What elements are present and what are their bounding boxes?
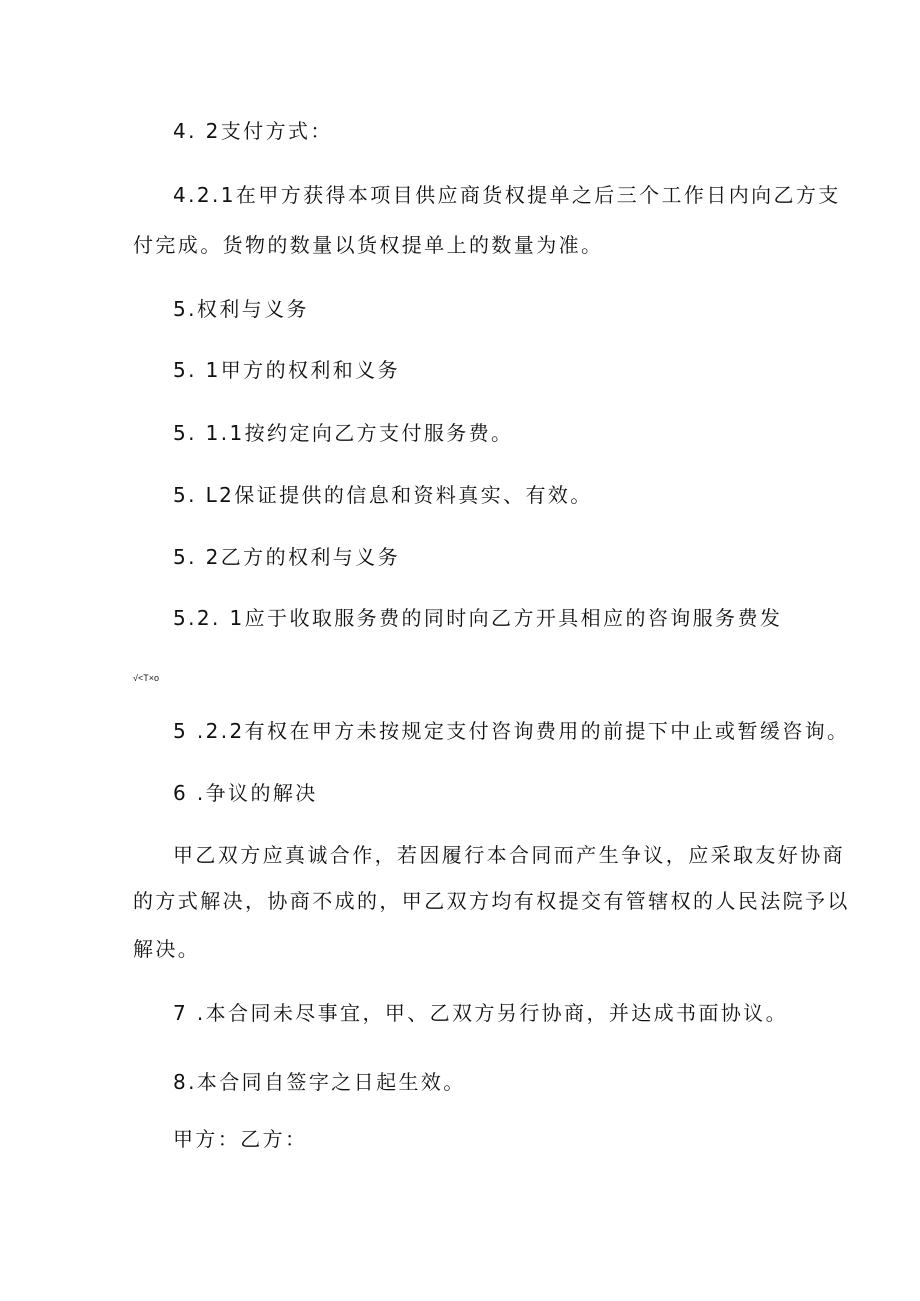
section-4-2-payment-method: 4. 2支付方式： xyxy=(173,119,333,143)
dispute-paragraph-line-3: 解决。 xyxy=(133,937,201,961)
section-7-unresolved-matters: 7 .本合同未尽事宜，甲、乙双方另行协商，并达成书面协议。 xyxy=(173,1001,789,1025)
clause-5-1-2: 5. L2保证提供的信息和资料真实、有效。 xyxy=(173,483,593,507)
clause-4-2-1-line-1: 4.2.1在甲方获得本项目供应商货权提单之后三个工作日内向乙方支 xyxy=(173,183,841,207)
clause-4-2-1-line-2: 付完成。货物的数量以货权提单上的数量为准。 xyxy=(133,233,604,257)
clause-5-2-1: 5.2. 1应于收取服务费的同时向乙方开具相应的咨询服务费发 xyxy=(173,606,783,630)
section-5-1-party-a: 5. 1甲方的权利和义务 xyxy=(173,358,400,382)
dispute-paragraph-line-2: 的方式解决，协商不成的，甲乙双方均有权提交有管辖权的人民法院予以 xyxy=(133,889,850,913)
ocr-artifact-text: √<T×o xyxy=(133,673,159,683)
section-5-rights-obligations: 5.权利与义务 xyxy=(173,297,309,321)
clause-5-2-2: 5 .2.2有权在甲方未按规定支付咨询费用的前提下中止或暂缓咨询。 xyxy=(173,719,850,743)
clause-5-1-1: 5. 1.1按约定向乙方支付服务费。 xyxy=(173,421,514,445)
dispute-paragraph-line-1: 甲乙双方应真诚合作，若因履行本合同而产生争议，应采取友好协商 xyxy=(173,843,845,867)
section-6-dispute-resolution: 6 .争议的解决 xyxy=(173,781,318,805)
section-8-effective-date: 8.本合同自签字之日起生效。 xyxy=(173,1070,466,1094)
section-5-2-party-b: 5. 2乙方的权利与义务 xyxy=(173,545,400,569)
signature-parties-line: 甲方：乙方： xyxy=(173,1127,308,1151)
